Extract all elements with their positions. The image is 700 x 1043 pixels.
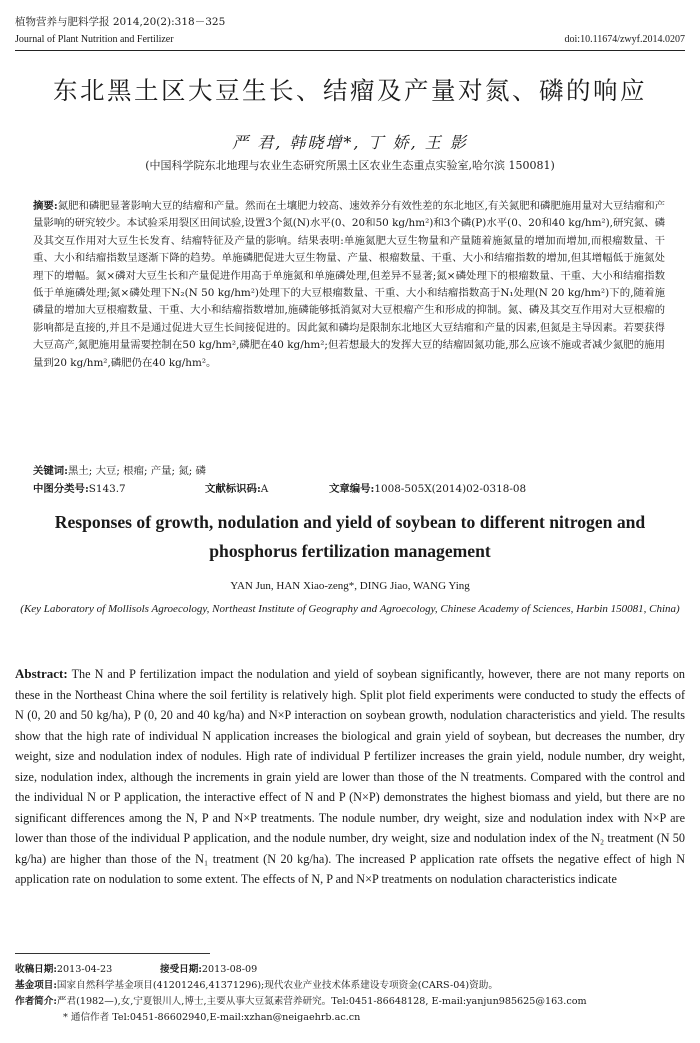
author-bio-row: [15, 994, 685, 1010]
dates-row: [15, 962, 685, 978]
author-bio-label: 作者简介:: [15, 996, 57, 1007]
header-rule: [15, 50, 685, 51]
footnotes: [15, 962, 685, 1026]
abstract-cn: [33, 198, 665, 372]
accepted-label: 接受日期:: [160, 964, 202, 975]
fund-text: 国家自然科学基金项目(41201246,41371296);现代农业产业技术体系建设专项资金(CARS-04)资助。: [56, 980, 498, 991]
fund-label: 基金项目:: [15, 980, 57, 991]
keywords-cn-text: 黑土; 大豆; 根瘤; 产量; 氮; 磷: [68, 465, 206, 477]
doi[interactable]: doi:10.11674/zwyf.2014.0207: [564, 34, 685, 45]
accepted-date: 2013-08-09: [201, 964, 258, 975]
meta-cn: [33, 462, 665, 498]
journal-header-cn: 植物营养与肥料学报 2014,20(2):318－325: [15, 16, 226, 28]
footnote-rule: [15, 953, 210, 954]
article-number-value: 1008-505X(2014)02-0318-08: [374, 483, 527, 495]
keywords-cn-label: 关键词:: [33, 465, 69, 477]
received-date: 2013-04-23: [56, 964, 113, 975]
abstract-cn-text: 氮肥和磷肥显著影响大豆的结瘤和产量。然而在土壤肥力较高、速效养分有效性差的东北地区,有关氮肥和磷肥施用量对大豆结瘤和产量影响的研究较少。本试验采用裂区田间试验,设置3个氮(N)水平(0、20和50 kg/hm²)和3个磷(P)水平(0、20和40 kg/hm²),研究氮、磷及其交互作用对大豆生长发育、结瘤特征及产量的影响。结果表明:单施氮肥大豆生物量和产量随着施氮量的增加而增加,而根瘤数量、干重、大小和结瘤指数呈逐渐下降的趋势。单施磷肥促进大豆生物量、产量、根瘤数量、干重、大小和结瘤指数的增加,但其增幅低于施氮处理下的增幅。氮×磷对大豆生长和产量促进作用高于单施氮和单施磷处理,但差异不显著;氮×磷处理下的根瘤数量、干重、大小和结瘤指数低于单施磷处理;氮×磷处理下N₂(N 50 kg/hm²)处理下的大豆根瘤数量、干重、大小和结瘤指数高于N₁处理(N 20 kg/hm²)下的,随着施磷量的增加大豆根瘤数量、干重、大小和结瘤指数增加,施磷能够抵消氮对大豆根瘤产生和形成的抑制。氮、磷及其交互作用对大豆根瘤的影响都是直接的,并且不是通过促进大豆生长间接促进的。因此氮和磷均是限制东北地区大豆结瘤和产量的因素,但氮是主导因素。若要获得大豆高产,氮肥施用量需要控制在50 kg/hm²,磷肥在40 kg/hm²;但若想最大的发挥大豆的结瘤固氮功能,那么应该不施或者减少氮肥的施用量到20 kg/hm²,磷肥仍在40 kg/hm²。: [33, 200, 666, 369]
clc-label: 中图分类号:: [33, 483, 89, 495]
abstract-cn-label: 摘要:: [33, 200, 58, 212]
journal-header-en: Journal of Plant Nutrition and Fertilizer: [15, 34, 174, 45]
abstract-en: [15, 664, 685, 890]
authors-en: YAN Jun, HAN Xiao-zeng*, DING Jiao, WANG Ying: [230, 580, 470, 592]
affiliation-cn: (中国科学院东北地理与农业生态研究所黑土区农业生态重点实验室,哈尔滨 150081): [145, 159, 555, 172]
doc-code-value: A: [260, 483, 269, 495]
title-cn: 东北黑土区大豆生长、结瘤及产量对氮、磷的响应: [53, 76, 647, 105]
title-en: Responses of growth, nodulation and yield of soybean to different nitrogen and phosphorus fertilization management: [54, 512, 646, 561]
abstract-en-text: The N and P fertilization impact the nodulation and yield of soybean significantly, however, there are not many reports on these in the Northeast China where the soil fertility is relatively high. Split plot field experiments were conducted to study the effects of N (0, 20 and 50 kg/ha), P (0, 20 and 40 kg/ha) and N×P interaction on soybean growth, nodulation characteristics and yield. The results show that the high rate of individual N application increases the biological and grain yield of soybean, but decreases the number, dry weight, size and nodulation index of nodules. High rate of individual P fertilizer increases the grain yield, nodule number, dry weight, size, nodulation index, although the increments in grain yield are lower than those of the N treatments. Compared with the control and the individual N or P application, the interactive effect of N and P (N×P) demonstrates the highest biomass and yield, but there are no significant differences among the N, P and N×P treatments. The nodule number, dry weight, size and nodulation index with N×P are lower than those of the individual P application, and the nodule number, dry weight, size and nodulation index of the N₂ treatment (N 50 kg/ha) are higher than those of the N₁ treatment (N 20 kg/ha). The increased P application rate offsets the negative effect of high N application rate on nodulation to some extent. The effects of N, P and N×P treatments on nodulation characteristics indicate: [15, 667, 686, 886]
author-bio-text: 严君(1982—),女,宁夏银川人,博士,主要从事大豆氮素营养研究。Tel:0451-86648128, E-mail:yanjun985625@163.com: [56, 996, 587, 1007]
abstract-en-label: Abstract:: [15, 666, 68, 681]
keywords-cn: [33, 462, 665, 480]
clc-value: S143.7: [88, 483, 126, 495]
affiliation-en: (Key Laboratory of Mollisols Agroecology, Northeast Institute of Geography and Agroecology, Chinese Academy of Sciences, Harbin 150081, China): [20, 603, 680, 615]
article-number-label: 文章编号:: [329, 483, 375, 495]
fund-row: [15, 978, 685, 994]
doc-code-label: 文献标识码:: [205, 483, 261, 495]
received-label: 收稿日期:: [15, 964, 57, 975]
classification-row: [33, 480, 665, 498]
corresponding-author: * 通信作者 Tel:0451-86602940,E-mail:xzhan@neigaehrb.ac.cn: [63, 1012, 361, 1023]
authors-cn: 严 君, 韩晓增*, 丁 娇, 王 影: [232, 133, 468, 152]
